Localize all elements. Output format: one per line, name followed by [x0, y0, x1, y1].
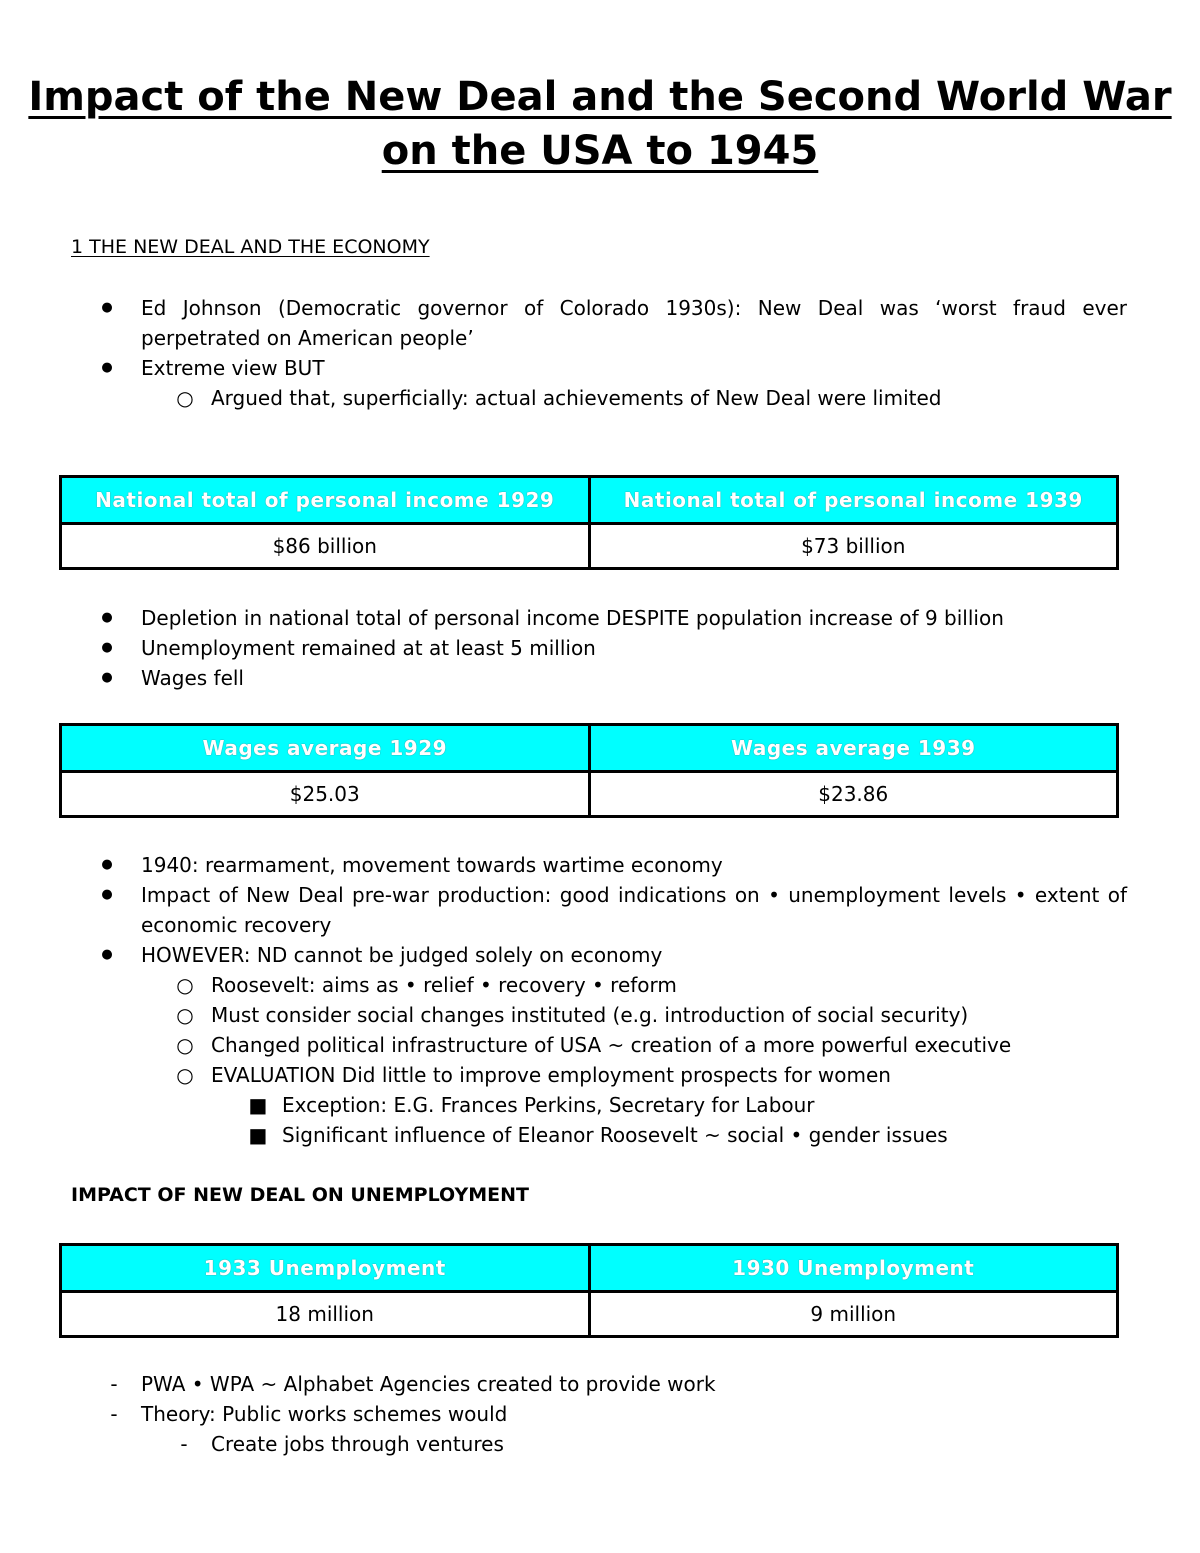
- table-cell: $25.03: [61, 772, 590, 817]
- list-item-text: Wages fell: [141, 666, 244, 690]
- dash-marker: -: [110, 1372, 118, 1396]
- list-item: [180, 1429, 1127, 1459]
- list-item-text: Theory: Public works schemes would: [141, 1402, 508, 1426]
- list-item-text: Unemployment remained at at least 5 million: [141, 636, 596, 660]
- list-item-text: EVALUATION Did little to improve employment prospects for women: [211, 1063, 891, 1087]
- list-item: [248, 1090, 1127, 1120]
- circle-bullet-icon: ○: [176, 1033, 194, 1057]
- list-item-text: HOWEVER: ND cannot be judged solely on economy: [141, 943, 663, 967]
- table-header: Wages average 1929: [61, 725, 590, 772]
- bullet-icon: ●: [101, 887, 113, 902]
- circle-bullet-icon: ○: [176, 973, 194, 997]
- list-item-text: PWA • WPA ~ Alphabet Agencies created to provide work: [141, 1372, 716, 1396]
- table-cell: 9 million: [589, 1292, 1118, 1337]
- list-item-text: Exception: E.G. Frances Perkins, Secretary for Labour: [282, 1093, 815, 1117]
- unemployment-table: [59, 1243, 1119, 1338]
- list-item: [176, 1000, 1127, 1030]
- list-item: [176, 1030, 1127, 1060]
- list-item-text: Extreme view BUT: [141, 356, 325, 380]
- bullet-icon: ●: [101, 360, 113, 375]
- list-item: [101, 850, 1127, 880]
- table-cell: 18 million: [61, 1292, 590, 1337]
- wages-table: [59, 723, 1119, 818]
- list-item: [101, 293, 1127, 353]
- list-item-text: Create jobs through ventures: [211, 1432, 504, 1456]
- bullet-icon: ●: [101, 640, 113, 655]
- section-heading-economy: 1 THE NEW DEAL AND THE ECONOMY: [71, 236, 430, 258]
- section-heading-unemployment: IMPACT OF NEW DEAL ON UNEMPLOYMENT: [71, 1184, 529, 1206]
- list-item: [101, 353, 1127, 383]
- list-item: [101, 663, 1127, 693]
- list-item-text: Ed Johnson (Democratic governor of Colorado 1930s): New Deal was ‘worst fraud ever perpetrated on American people’: [141, 296, 1127, 350]
- bullet-icon: ●: [101, 300, 113, 315]
- bullet-icon: ●: [101, 947, 113, 962]
- income-table: [59, 475, 1119, 570]
- income-bullet-list: [0, 603, 1200, 693]
- list-item: [110, 1399, 1127, 1429]
- list-item: [101, 880, 1127, 940]
- circle-bullet-icon: ○: [176, 386, 194, 410]
- list-item: [101, 940, 1127, 970]
- circle-bullet-icon: ○: [176, 1003, 194, 1027]
- table-header: National total of personal income 1939: [589, 477, 1118, 524]
- economy-bullet-list: [0, 293, 1200, 413]
- bullet-icon: ●: [101, 670, 113, 685]
- list-item: [101, 603, 1127, 633]
- list-item-text: Significant influence of Eleanor Roosevelt ~ social • gender issues: [282, 1123, 948, 1147]
- dash-marker: -: [110, 1402, 118, 1426]
- list-item: [248, 1120, 1127, 1150]
- list-item: [176, 970, 1127, 1000]
- table-header: 1930 Unemployment: [589, 1245, 1118, 1292]
- list-item: [176, 1060, 1127, 1090]
- list-item-text: Must consider social changes instituted (e.g. introduction of social security): [211, 1003, 969, 1027]
- bullet-icon: ●: [101, 857, 113, 872]
- table-cell: $86 billion: [61, 524, 590, 569]
- square-bullet-icon: ■: [248, 1123, 268, 1147]
- table-header: Wages average 1939: [589, 725, 1118, 772]
- list-item-text: Impact of New Deal pre-war production: good indications on • unemployment levels • extent of economic recovery: [141, 883, 1127, 937]
- wages-bullet-list: [0, 850, 1200, 1150]
- list-item-text: Argued that, superficially: actual achievements of New Deal were limited: [211, 386, 942, 410]
- dash-list: [0, 1369, 1200, 1459]
- bullet-icon: ●: [101, 610, 113, 625]
- dash-marker: -: [180, 1432, 188, 1456]
- list-item-text: Roosevelt: aims as • relief • recovery • reform: [211, 973, 677, 997]
- table-cell: $73 billion: [589, 524, 1118, 569]
- list-item: [176, 383, 1127, 413]
- list-item-text: 1940: rearmament, movement towards wartime economy: [141, 853, 723, 877]
- list-item: [110, 1369, 1127, 1399]
- document-title: Impact of the New Deal and the Second World War on the USA to 1945: [28, 74, 1172, 174]
- table-header: National total of personal income 1929: [61, 477, 590, 524]
- table-cell: $23.86: [589, 772, 1118, 817]
- square-bullet-icon: ■: [248, 1093, 268, 1117]
- list-item-text: Depletion in national total of personal income DESPITE population increase of 9 billion: [141, 606, 1004, 630]
- circle-bullet-icon: ○: [176, 1063, 194, 1087]
- table-header: 1933 Unemployment: [61, 1245, 590, 1292]
- list-item-text: Changed political infrastructure of USA ~ creation of a more powerful executive: [211, 1033, 1012, 1057]
- list-item: [101, 633, 1127, 663]
